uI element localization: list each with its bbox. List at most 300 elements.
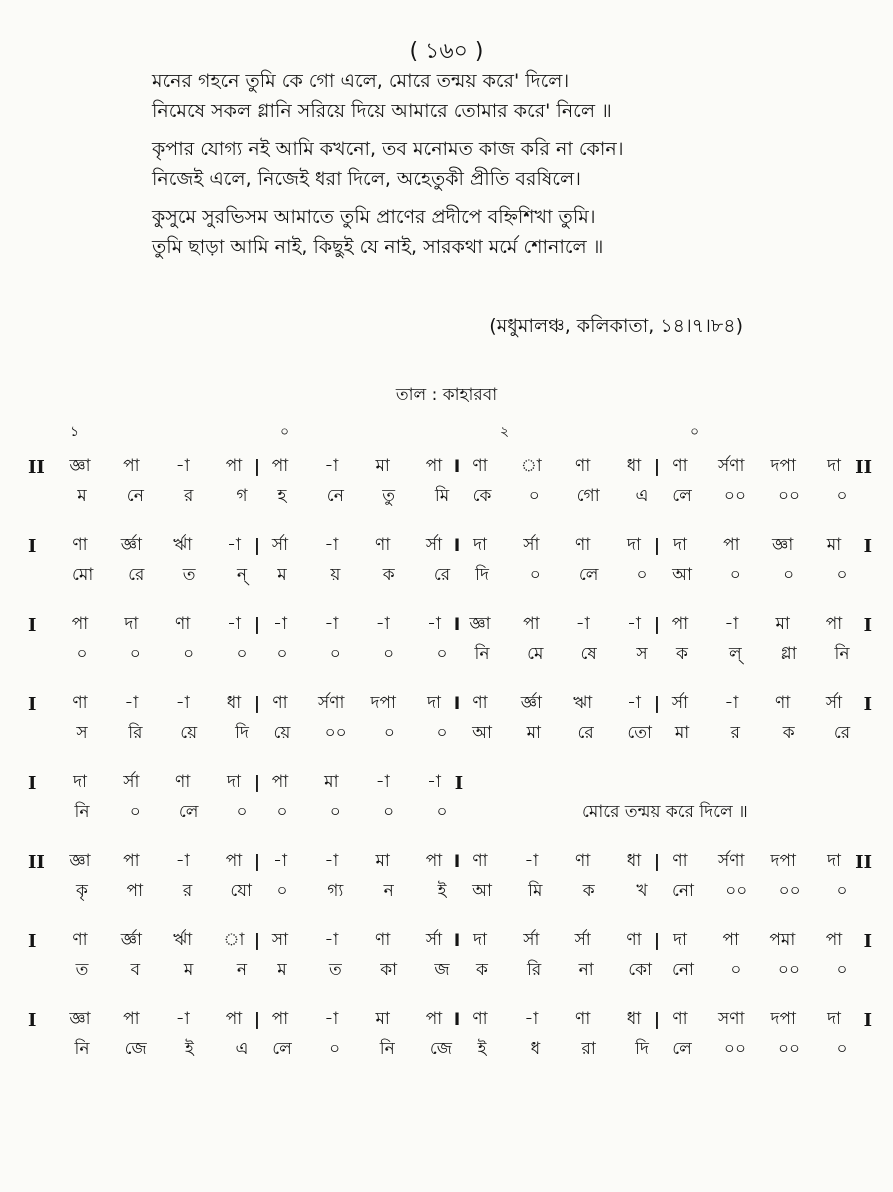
lyric-row [28, 877, 878, 907]
swara-note: পা [271, 456, 289, 476]
beat-markers [60, 420, 840, 450]
lyric-syllable: কো [628, 960, 652, 980]
lyric-syllable: ০০ [324, 723, 347, 743]
poem-line: তুমি ছাড়া আমি নাই, কিছুই যে নাই, সারকথা মর্মে শোনালে ॥ [152, 236, 604, 258]
swara-note: ণা [72, 693, 88, 713]
lyric-syllable: রে [833, 723, 851, 743]
bar-end-mark: II [855, 851, 872, 873]
lyric-syllable: ই [437, 881, 447, 901]
swara-note: র্সা [523, 930, 540, 950]
bar-end-mark: II [855, 456, 872, 478]
swara-note: র্সণা [318, 693, 345, 713]
swara-group [62, 690, 252, 718]
bar-end-mark: I [863, 614, 872, 636]
lyric-syllable: ০০ [778, 881, 801, 901]
lyric-syllable: না [578, 960, 594, 980]
lyric-row [28, 561, 878, 591]
lyric-group [262, 720, 462, 748]
swara-note: -া [175, 693, 190, 713]
swara-note: ণা [575, 535, 591, 555]
swara-note: ণা [575, 851, 591, 871]
swara-group [662, 453, 852, 481]
bar-separator: | [653, 852, 661, 872]
lyric-syllable: এ [235, 1039, 249, 1059]
swara-note: ণা [175, 772, 191, 792]
swara-note: -া [524, 851, 539, 871]
lyric-group [62, 483, 262, 511]
swara-note: -া [375, 772, 390, 792]
lyric-syllable: তো [627, 723, 652, 743]
lyric-group [462, 1036, 662, 1064]
notation-system [28, 689, 878, 749]
swara-note: ধা [626, 1009, 642, 1029]
swara-note: ঋা [573, 693, 593, 713]
lyric-syllable: ক [782, 723, 795, 743]
lyric-syllable: ০ [836, 960, 848, 980]
lyric-syllable: গো [576, 486, 600, 506]
swara-note: র্সা [523, 535, 540, 555]
swara-note: -া [426, 614, 441, 634]
swara-note: জ্ঞা [69, 1009, 91, 1029]
lyric-group [62, 957, 262, 985]
refrain-text: মোরে তন্ময় করে দিলে ॥ [582, 802, 748, 822]
lyric-syllable: রে [128, 565, 145, 585]
lyric-row [28, 640, 878, 670]
notation-system [28, 610, 878, 670]
swara-note: ণা [175, 614, 191, 634]
swara-note: মা [775, 614, 790, 634]
bar-separator: I [453, 1010, 461, 1030]
lyric-syllable: ম [277, 960, 287, 980]
lyric-group [462, 641, 662, 669]
swara-group [262, 1006, 452, 1034]
lyric-syllable: রা [581, 1039, 596, 1059]
lyric-syllable: মো [72, 565, 94, 585]
swara-note: দা [827, 1009, 841, 1029]
swara-note: পা [425, 851, 443, 871]
lyric-group [62, 641, 262, 669]
bar-separator: | [253, 852, 261, 872]
bar-end-mark: I [863, 535, 872, 557]
swara-note: দা [673, 930, 687, 950]
lyric-syllable: ০ [329, 1039, 341, 1059]
swara-note: ণা [472, 1009, 488, 1029]
lyric-syllable: কৃ [76, 881, 88, 901]
swara-row [28, 1005, 878, 1035]
lyric-group [662, 878, 862, 906]
lyric-syllable: মি [434, 486, 450, 506]
swara-note: র্সা [825, 693, 843, 713]
swara-note: পা [271, 1009, 289, 1029]
lyric-group [662, 562, 862, 590]
bar-start-mark: I [28, 772, 37, 794]
lyric-syllable: দি [235, 723, 249, 743]
bar-start-mark: I [28, 535, 37, 557]
swara-row [28, 768, 878, 798]
lyric-syllable: ক [476, 960, 488, 980]
bar-separator: I [453, 931, 461, 951]
lyric-syllable: ত [328, 960, 342, 980]
swara-note: ধা [226, 693, 242, 713]
lyric-syllable: স [636, 644, 648, 664]
poem-line: নিমেষে সকল গ্লানি সরিয়ে দিয়ে আমারে তোমার করে' নিলে ॥ [152, 100, 612, 122]
swara-group [662, 690, 852, 718]
swara-group [262, 848, 452, 876]
lyric-syllable: র [183, 486, 194, 506]
swara-note: পা [71, 614, 89, 634]
bar-start-mark: I [28, 1009, 37, 1031]
lyric-syllable: মা [674, 723, 690, 743]
swara-note: দপা [370, 693, 396, 713]
swara-note: র্সণা [718, 851, 745, 871]
lyric-syllable: গ্য [327, 881, 344, 901]
swara-note: জ্ঞা [772, 535, 794, 555]
lyric-syllable: দি [475, 565, 489, 585]
swara-note: পা [225, 1009, 243, 1029]
lyric-syllable: ষে [580, 644, 597, 664]
lyric-syllable: নি [74, 1039, 90, 1059]
swara-note: ণা [375, 535, 391, 555]
lyric-group [262, 562, 462, 590]
lyric-syllable: নো [672, 960, 694, 980]
swara-group [62, 453, 252, 481]
lyric-syllable: ০ [383, 802, 395, 822]
lyric-group [62, 720, 262, 748]
swara-note: ণা [272, 693, 288, 713]
swara-note: জ্ঞা [69, 851, 91, 871]
lyric-syllable: ০০ [723, 1039, 747, 1059]
lyric-syllable: য়ে [273, 723, 291, 743]
poem-line: মনের গহনে তুমি কে গো এলে, মোরে তন্ময় করে' দিলে। [152, 70, 570, 92]
lyric-syllable: ০ [436, 644, 448, 664]
swara-note: র্ঋা [173, 930, 193, 950]
bar-separator: | [653, 1010, 661, 1030]
lyric-syllable: নি [474, 644, 490, 664]
lyric-syllable: মা [526, 723, 541, 743]
swara-note: মা [375, 456, 390, 476]
lyric-syllable: ক [382, 565, 395, 585]
poem-line: কৃপার যোগ্য নই আমি কখনো, তব মনোমত কাজ করি না কোন। [152, 138, 624, 160]
swara-note: ণা [472, 693, 488, 713]
swara-note: ণা [375, 930, 391, 950]
lyric-syllable: ধ [530, 1039, 541, 1059]
beat-marker: ০ [690, 424, 700, 440]
lyric-row [28, 798, 878, 828]
lyric-syllable: ব [130, 960, 141, 980]
lyric-syllable: ০ [276, 802, 288, 822]
swara-note: -া [124, 693, 139, 713]
swara-note: দা [827, 851, 841, 871]
swara-note: দপা [770, 1009, 796, 1029]
lyric-syllable: ০ [236, 644, 248, 664]
bar-end-mark: I [863, 693, 872, 715]
swara-note: দা [827, 456, 841, 476]
lyric-syllable: ০০ [777, 960, 801, 980]
beat-marker: ২ [500, 424, 510, 440]
swara-group [62, 769, 252, 797]
bar-separator: | [653, 457, 661, 477]
swara-note: সণা [718, 1009, 745, 1029]
swara-note: মা [375, 1009, 390, 1029]
bar-separator: I [453, 615, 461, 635]
lyric-syllable: লে [178, 802, 199, 822]
swara-note: জ্ঞা [469, 614, 491, 634]
lyric-syllable: ক [676, 644, 688, 664]
swara-group [62, 1006, 252, 1034]
swara-note: -া [426, 772, 441, 792]
swara-note: -া [524, 1009, 539, 1029]
lyric-syllable: কে [472, 486, 492, 506]
swara-note: -া [324, 456, 339, 476]
swara-note: ধা [626, 456, 642, 476]
lyric-syllable: নো [672, 881, 694, 901]
swara-note: পা [123, 456, 140, 476]
bar-separator: | [653, 694, 661, 714]
swara-note: -া [724, 693, 739, 713]
swara-note: -া [324, 1009, 339, 1029]
page-number: ( ১৬০ ) [409, 39, 484, 64]
swara-note: র্সা [425, 930, 443, 950]
swara-note: দা [73, 772, 87, 792]
lyric-syllable: নে [126, 486, 144, 506]
lyric-row [28, 482, 878, 512]
swara-note: দা [427, 693, 441, 713]
swara-note: পা [723, 535, 740, 555]
lyric-syllable: লে [272, 1039, 292, 1059]
swara-note: র্সা [425, 535, 443, 555]
swara-note: সা [271, 930, 289, 950]
swara-note: মা [826, 535, 842, 555]
lyric-syllable: ই [477, 1039, 487, 1059]
swara-note: র্সণা [718, 456, 745, 476]
swara-group [462, 848, 652, 876]
swara-row [28, 847, 878, 877]
swara-note: ধা [626, 851, 642, 871]
lyric-syllable: খ [636, 881, 648, 901]
lyric-syllable: ০ [729, 565, 741, 585]
swara-note: ণা [72, 535, 88, 555]
bar-start-mark: II [28, 851, 45, 873]
swara-group [462, 1006, 652, 1034]
lyric-syllable: লে [578, 565, 599, 585]
lyric-syllable: ০ [528, 486, 540, 506]
lyric-syllable: র [182, 881, 193, 901]
swara-note: -া [175, 456, 190, 476]
lyric-syllable: ০ [129, 802, 141, 822]
lyric-syllable: মি [528, 881, 543, 901]
lyric-syllable: স [76, 723, 88, 743]
lyric-syllable: ০ [183, 644, 195, 664]
swara-group [662, 611, 852, 639]
swara-note: র্সা [671, 693, 689, 713]
lyric-syllable: ম [277, 565, 287, 585]
swara-row [28, 689, 878, 719]
swara-note: -া [575, 614, 590, 634]
swara-note: র্সা [574, 930, 591, 950]
swara-row [28, 610, 878, 640]
swara-note: দা [473, 930, 487, 950]
swara-note: -া [226, 614, 241, 634]
lyric-group [662, 641, 862, 669]
notation-system [28, 452, 878, 512]
swara-group [262, 453, 452, 481]
lyric-group [262, 878, 462, 906]
lyric-syllable: ০ [836, 881, 848, 901]
swara-note: -া [175, 1009, 190, 1029]
swara-group [462, 532, 652, 560]
lyric-group [462, 878, 662, 906]
swara-note: র্সা [123, 772, 140, 792]
swara-note: মা [324, 772, 339, 792]
lyric-syllable: পা [126, 881, 144, 901]
lyric-group [662, 1036, 862, 1064]
swara-note: পমা [769, 930, 796, 950]
swara-note: া [223, 930, 245, 950]
lyric-group [662, 720, 862, 748]
swara-note: ণা [575, 1009, 591, 1029]
lyric-syllable: ০০ [777, 1039, 801, 1059]
lyric-syllable: রি [128, 723, 143, 743]
lyric-syllable: ম [183, 960, 194, 980]
lyric-group [62, 799, 262, 827]
swara-note: -া [375, 614, 390, 634]
swara-note: -া [273, 614, 287, 634]
lyric-syllable: জ [434, 960, 450, 980]
lyric-syllable: হ [277, 486, 287, 506]
swara-note: পা [225, 456, 243, 476]
lyric-syllable: লে [672, 486, 692, 506]
swara-row [28, 531, 878, 561]
swara-group [462, 690, 652, 718]
lyric-group [262, 641, 462, 669]
notation-block [28, 452, 878, 1084]
lyric-group [462, 562, 662, 590]
swara-note: মা [375, 851, 390, 871]
lyric-syllable: ন [383, 881, 394, 901]
notation-system [28, 768, 878, 828]
swara-note: ণা [672, 1009, 688, 1029]
lyric-group [62, 1036, 262, 1064]
lyric-syllable: ম [77, 486, 87, 506]
lyric-group [262, 483, 462, 511]
lyric-syllable: ০ [529, 565, 541, 585]
swara-note: পা [722, 930, 739, 950]
bar-separator: I [453, 457, 461, 477]
swara-note: দা [673, 535, 687, 555]
source-citation: (মধুমালঞ্চ, কলিকাতা, ১৪।৭।৮৪) [489, 315, 743, 337]
swara-note: ণা [72, 930, 88, 950]
lyric-syllable: ০ [836, 565, 848, 585]
notation-system [28, 1005, 878, 1065]
beat-marker: ০ [280, 424, 290, 440]
poem-line: কুসুমে সুরভিসম আমাতে তুমি প্রাণের প্রদীপে বহ্নিশিখা তুমি। [152, 206, 596, 228]
lyric-group [262, 1036, 462, 1064]
swara-note: -া [324, 614, 339, 634]
swara-note: দা [627, 535, 641, 555]
swara-group [262, 927, 452, 955]
lyric-group [262, 957, 462, 985]
swara-note: পা [123, 851, 140, 871]
swara-note: -া [175, 851, 190, 871]
swara-note: পা [425, 456, 443, 476]
lyric-group [62, 878, 262, 906]
lyric-syllable: ন [236, 960, 248, 980]
swara-note: র্জ্ঞা [120, 535, 142, 555]
swara-note: পা [825, 930, 843, 950]
bar-separator: I [453, 694, 461, 714]
swara-group [262, 769, 452, 797]
lyric-group [462, 483, 662, 511]
notation-system [28, 847, 878, 907]
swara-note: -া [324, 930, 339, 950]
swara-group [262, 690, 452, 718]
swara-group [462, 611, 652, 639]
swara-row [28, 926, 878, 956]
swara-group [662, 927, 852, 955]
lyric-syllable: দি [635, 1039, 649, 1059]
swara-group [62, 532, 252, 560]
lyric-syllable: ০ [76, 644, 88, 664]
lyric-syllable: ০ [730, 960, 742, 980]
swara-group [662, 1006, 852, 1034]
lyric-syllable: ০ [329, 644, 341, 664]
swara-note: দা [473, 535, 487, 555]
lyric-syllable: কা [380, 960, 398, 980]
lyric-group [662, 483, 862, 511]
lyric-syllable: ০ [836, 1039, 848, 1059]
swara-group [62, 848, 252, 876]
lyric-syllable: ০০ [777, 486, 801, 506]
lyric-group [462, 957, 662, 985]
swara-note: পা [123, 1009, 140, 1029]
swara-note: পা [825, 614, 843, 634]
lyric-syllable: ০ [276, 644, 288, 664]
lyric-syllable: ন্ [236, 565, 248, 585]
lyric-syllable: নে [326, 486, 344, 506]
bar-separator: | [253, 931, 261, 951]
beat-marker: ১ [70, 424, 80, 440]
bar-start-mark: I [28, 930, 37, 952]
lyric-syllable: ০ [436, 723, 448, 743]
poem-text [152, 66, 852, 262]
bar-start-mark: I [28, 614, 37, 636]
bar-start-mark: I [28, 693, 37, 715]
lyric-syllable: ০০ [723, 486, 747, 506]
lyric-syllable: তু [382, 486, 396, 506]
swara-group [462, 453, 652, 481]
lyric-syllable: গ [236, 486, 248, 506]
bar-separator: | [253, 457, 261, 477]
lyric-row [28, 719, 878, 749]
lyric-syllable: আ [472, 723, 492, 743]
lyric-syllable: ক [582, 881, 595, 901]
swara-note: জ্ঞা [69, 456, 91, 476]
notation-system [28, 926, 878, 986]
swara-note: ণা [575, 456, 591, 476]
swara-note: র্সা [271, 535, 289, 555]
lyric-syllable: মে [527, 644, 544, 664]
lyric-syllable: র [730, 723, 740, 743]
swara-note: র্ঋা [173, 535, 193, 555]
swara-note: দপা [770, 851, 796, 871]
lyric-row [28, 1035, 878, 1065]
bar-separator: | [253, 773, 261, 793]
swara-note: -া [724, 614, 739, 634]
lyric-group [262, 799, 462, 827]
swara-note: ণা [472, 851, 488, 871]
swara-note: পা [425, 1009, 443, 1029]
swara-note: পা [671, 614, 689, 634]
